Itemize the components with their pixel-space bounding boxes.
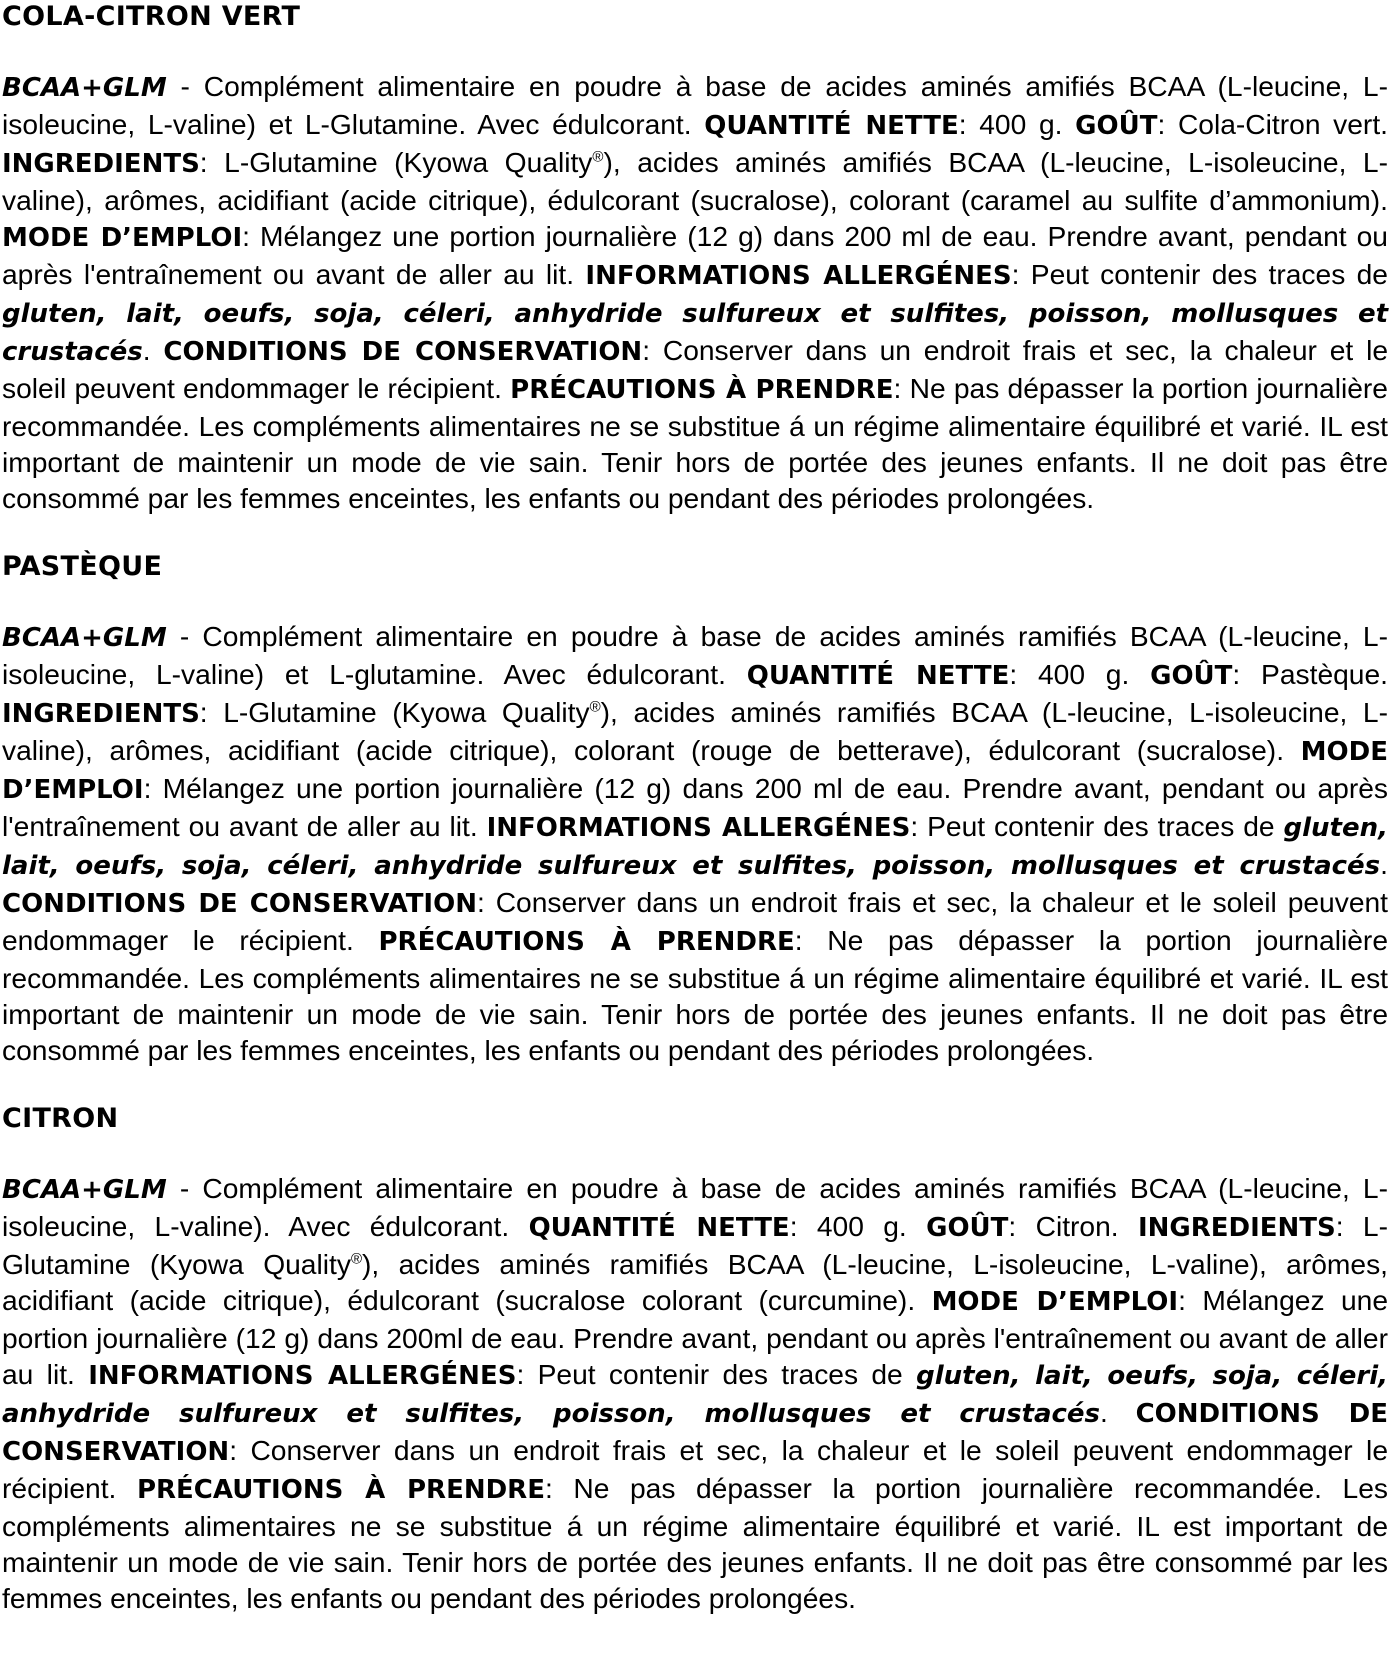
bold-keyword: QUANTITÉ NETTE <box>528 1213 790 1243</box>
text-run: ), acides aminés ramifiés BCAA (L-leucine, L-isoleucine, L-valine), arômes, acidifiant (acide citrique), colorant (rouge de betterave), édulcorant (sucralose). <box>2 696 1388 766</box>
text-run: : Ne pas dépasser la portion journalière recommandée. Les compléments alimentaires ne se substitue á un régime alimentaire équilibré et varié. IL est important de maintenir un mode de vie sain. Tenir hors de portée des jeunes enfants. Il ne doit pas être consommé par les femmes enceintes, les enfants ou pendant des périodes prolongées. <box>2 1472 1388 1614</box>
flavor-section-pasteque <box>2 550 1388 1068</box>
product-description <box>2 618 1388 1068</box>
flavor-section-cola-citron-vert <box>2 0 1388 516</box>
text-run: : Peut contenir des traces de <box>516 1358 917 1390</box>
bold-keyword: MODE D’EMPLOI <box>2 737 1388 805</box>
text-run: : Citron. <box>1008 1210 1138 1242</box>
text-run: - Complément alimentaire en poudre à base de acides aminés ramifiés BCAA (L-leucine, L-isoleucine, L-valine) et L-glutamine. Avec édulcorant. <box>2 620 1388 690</box>
text-run: : L-Glutamine (Kyowa Quality <box>199 696 590 728</box>
text-run: : Cola-Citron vert. <box>1157 108 1388 140</box>
bold-keyword: GOÛT <box>926 1213 1009 1243</box>
bold-keyword: PRÉCAUTIONS À PRENDRE <box>378 927 795 957</box>
text-run: : Mélangez une portion journalière (12 g) dans 200 ml de eau. Prendre avant, pendant ou après l'entraînement ou avant de aller au lit. <box>2 772 1388 842</box>
bold-keyword: PRÉCAUTIONS À PRENDRE <box>510 375 894 405</box>
text-run: : Peut contenir des traces de <box>910 810 1284 842</box>
text-run: : L-Glutamine (Kyowa Quality <box>2 1210 1388 1280</box>
text-run: : Pastèque. <box>1232 658 1388 690</box>
text-run: : L-Glutamine (Kyowa Quality <box>199 146 593 178</box>
text-run: : 400 g. <box>789 1210 927 1242</box>
text-run: - Complément alimentaire en poudre à base de acides aminés ramifiés BCAA (L-leucine, L-isoleucine, L-valine). Avec édulcorant. <box>2 1172 1388 1242</box>
registered-mark: ® <box>350 1250 362 1268</box>
text-run: . <box>142 334 164 366</box>
registered-mark: ® <box>592 148 604 166</box>
text-run: : Mélangez une portion journalière (12 g) dans 200ml de eau. Prendre avant, pendant ou après l'entraînement ou avant de aller au lit. <box>2 1284 1388 1390</box>
text-run: ), acides aminés amifiés BCAA (L-leucine, L-isoleucine, L-valine), arômes, acidifiant (acide citrique), édulcorant (sucralose), colorant (caramel au sulfite d’ammonium). <box>2 146 1388 216</box>
text-run: : Conserver dans un endroit frais et sec, la chaleur et le soleil peuvent endommager le récipient. <box>2 334 1389 404</box>
bold-keyword: GOÛT <box>1075 111 1158 141</box>
bold-italic-text: BCAA+GLM <box>2 73 167 103</box>
bold-keyword: GOÛT <box>1150 661 1233 691</box>
bold-italic-text: BCAA+GLM <box>2 623 167 653</box>
bold-keyword: INGREDIENTS <box>2 699 200 729</box>
product-description <box>2 1170 1388 1616</box>
bold-keyword: INGREDIENTS <box>2 149 200 179</box>
text-run: . <box>1100 1396 1136 1428</box>
text-run: : Ne pas dépasser la portion journalière recommandée. Les compléments alimentaires ne se substitue á un régime alimentaire équilibré et varié. IL est important de maintenir un mode de vie sain. Tenir hors de portée des jeunes enfants. Il ne doit pas être consommé par les femmes enceintes, les enfants ou pendant des périodes prolongées. <box>2 372 1388 514</box>
bold-keyword: MODE D’EMPLOI <box>931 1287 1179 1317</box>
bold-keyword: INFORMATIONS ALLERGÉNES <box>585 261 1012 291</box>
text-run: . <box>1380 848 1388 880</box>
bold-italic-text: BCAA+GLM <box>2 1175 167 1205</box>
bold-keyword: INFORMATIONS ALLERGÉNES <box>88 1361 517 1391</box>
section-title: CITRON <box>2 1103 119 1134</box>
text-run: : Conserver dans un endroit frais et sec, la chaleur et le soleil peuvent endommager le récipient. <box>2 1434 1388 1504</box>
text-run: - Complément alimentaire en poudre à base de acides aminés amifiés BCAA (L-leucine, L-isoleucine, L-valine) et L-Glutamine. Avec édulcorant. <box>2 70 1388 140</box>
bold-keyword: INGREDIENTS <box>1137 1213 1336 1243</box>
bold-keyword: PRÉCAUTIONS À PRENDRE <box>136 1475 545 1505</box>
bold-keyword: QUANTITÉ NETTE <box>746 661 1010 691</box>
bold-keyword: QUANTITÉ NETTE <box>704 111 959 141</box>
text-run: : Ne pas dépasser la portion journalière recommandée. Les compléments alimentaires ne se substitue á un régime alimentaire équilibré et varié. IL est important de maintenir un mode de vie sain. Tenir hors de portée des jeunes enfants. Il ne doit pas être consommé par les femmes enceintes, les enfants ou pendant des périodes prolongées. <box>2 924 1388 1066</box>
text-run: : 400 g. <box>958 108 1076 140</box>
text-run: : Peut contenir des traces de <box>1011 258 1388 290</box>
bold-italic-text: gluten, lait, oeufs, soja, céleri, anhydride sulfureux et sulfites, poisson, mollusques et crustacés <box>2 813 1388 881</box>
product-description <box>2 68 1388 516</box>
bold-italic-text: gluten, lait, oeufs, soja, céleri, anhydride sulfureux et sulfites, poisson, mollusques et crustacés <box>2 299 1388 367</box>
bold-keyword: MODE D’EMPLOI <box>2 223 243 253</box>
flavor-section-citron <box>2 1102 1388 1616</box>
section-title: COLA-CITRON VERT <box>2 1 301 32</box>
bold-keyword: CONDITIONS DE CONSERVATION <box>2 889 477 919</box>
bold-keyword: CONDITIONS DE CONSERVATION <box>163 337 643 367</box>
registered-mark: ® <box>589 698 601 716</box>
text-run: : Conserver dans un endroit frais et sec, la chaleur et le soleil peuvent endommager le récipient. <box>2 886 1389 956</box>
text-run: : Mélangez une portion journalière (12 g) dans 200 ml de eau. Prendre avant, pendant ou après l'entraînement ou avant de aller au lit. <box>2 220 1388 290</box>
bold-italic-text: gluten, lait, oeufs, soja, céleri, anhydride sulfureux et sulfites, poisson, mollusques et crustacés <box>2 1361 1388 1429</box>
section-title: PASTÈQUE <box>2 551 163 582</box>
text-run: ), acides aminés ramifiés BCAA (L-leucine, L-isoleucine, L-valine), arômes, acidifiant (acide citrique), édulcorant (sucralose colorant (curcumine). <box>2 1248 1388 1316</box>
text-run: : 400 g. <box>1009 658 1151 690</box>
bold-keyword: CONDITIONS DE CONSERVATION <box>2 1399 1388 1467</box>
bold-keyword: INFORMATIONS ALLERGÉNES <box>486 813 911 843</box>
